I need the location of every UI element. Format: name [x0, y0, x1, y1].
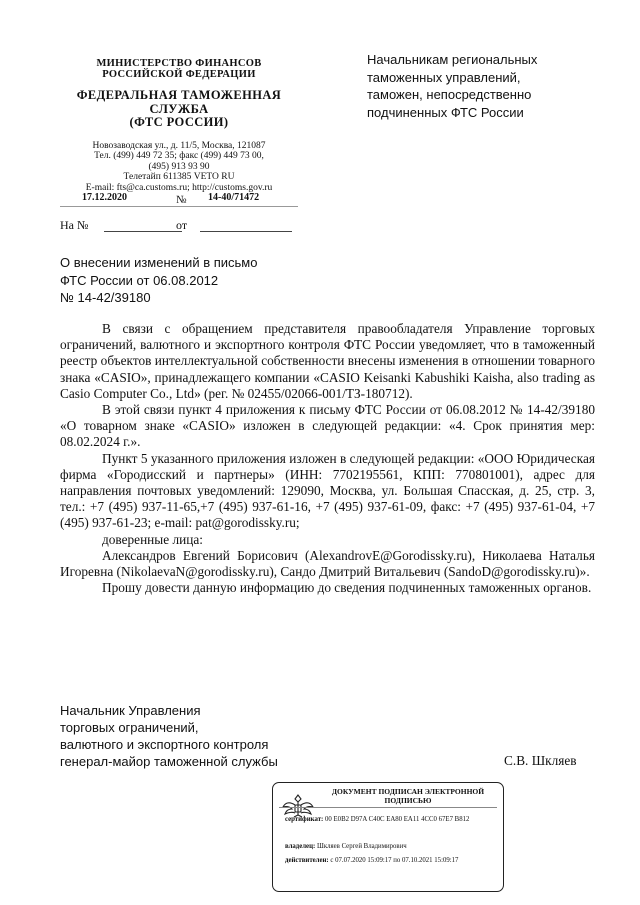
agency-name-line1: ФЕДЕРАЛЬНАЯ ТАМОЖЕННАЯ СЛУЖБА: [76, 88, 282, 116]
ref-date-blank: [200, 231, 292, 232]
signer-title: генерал-майор таможенной службы: [60, 754, 278, 769]
sender-contacts: [60, 141, 298, 194]
sender-header: [60, 58, 298, 193]
owner-label: владелец:: [285, 843, 316, 850]
valid-label: действителен:: [285, 857, 329, 864]
ref-number-blank: [104, 231, 182, 232]
paragraph-request: Прошу довести данную информацию до сведения подчиненных таможенных органов.: [102, 580, 592, 596]
stamp-certificate: [285, 816, 497, 825]
sender-address: Новозаводская ул., д. 11/5, Москва, 121087: [92, 140, 266, 151]
cert-label: сертификат:: [285, 816, 324, 823]
doc-date: 17.12.2020: [82, 192, 127, 203]
valid-value: с 07.07.2020 15:09:17 по 07.10.2021 15:09:17: [330, 857, 459, 864]
signer-title: торговых ограничений,: [60, 720, 199, 735]
ministry-name: МИНИСТЕРСТВО ФИНАНСОВ РОССИЙСКОЙ ФЕДЕРАЦИИ: [96, 58, 262, 80]
addressee-line: таможен, непосредственно: [367, 87, 532, 102]
sender-phone: Тел. (499) 449 72 35; факс (499) 449 73 00,: [94, 151, 264, 161]
sender-email: E-mail: fts@ca.customs.ru; http://customs.gov.ru: [85, 182, 273, 193]
paragraph-item4: В этой связи пункт 4 приложения к письму ФТС России от 06.08.2012 № 14-42/39180 «О товарном знаке «CASIO» изложен в следующей редакции: «4. Срок принятия мер: 08.02.2024 г.».: [60, 402, 595, 450]
stamp-owner: [285, 843, 497, 852]
stamp-title: ДОКУМЕНТ ПОДПИСАН ЭЛЕКТРОННОЙ ПОДПИСЬЮ: [331, 787, 485, 805]
ref-label: На №: [60, 218, 89, 232]
addressee-line: таможенных управлений,: [367, 69, 521, 85]
addressee-line: подчиненных ФТС России: [367, 104, 524, 120]
agency-name: [60, 89, 298, 130]
subject: [60, 254, 320, 307]
reference-line: [60, 218, 298, 236]
paragraph-trusted-persons: Александров Евгений Борисович (AlexandrovE@Gorodissky.ru), Николаева Наталья Игоревна (NikolaevaN@gorodissky.ru), Сандо Дмитрий Витальевич (SandoD@gorodissky.ru)».: [60, 547, 595, 580]
e-signature-stamp: [272, 782, 504, 892]
subject-line: О внесении изменений в письмо: [60, 255, 258, 270]
number-sign: №: [176, 194, 187, 206]
signer-block: [60, 702, 320, 770]
paragraph-trusted-label: доверенные лица:: [102, 531, 203, 547]
addressee-line: Начальникам региональных: [367, 52, 538, 67]
date-underline: [60, 206, 298, 207]
sender-teletype: Телетайп 611385 VETO RU: [123, 172, 235, 182]
owner-value: Шкляев Сергей Владимирович: [316, 843, 407, 850]
stamp-validity: [285, 857, 497, 866]
cert-value: 00 E0B2 D97A C40C EA80 EA11 4CC0 67E7 B812: [325, 816, 470, 823]
subject-line: ФТС России от 06.08.2012: [60, 272, 219, 288]
paragraph-notice: В связи с обращением представителя правообладателя Управление торговых ограничений, валютного и экспортного контроля ФТС России уведомляет, что в таможенный реестр объектов интеллектуальной собственности внесены изменения в отношении товарного знака «CASIO», принадлежащего компании «CASIO Keisanki Kabushiki Kaisha, also trading as Casio Computer Co., Ltd» (рег. № 02455/02066-001/ТЗ-180712).: [60, 321, 595, 401]
paragraph-item5: Пункт 5 указанного приложения изложен в следующей редакции: «ООО Юридическая фирма «Городисский и партнеры» (ИНН: 7702195561, КПП: 770801001), адрес для направления почтовых уведомлений: 129090, Москва, ул. Большая Спасская, д. 25, стр. 3, тел.: +7 (495) 937-11-65,+7 (495) 937-61-16, +7 (495) 937-61-09, факс: +7 (495) 937-61-04, +7 (495) 937-61-23; e-mail: pat@gorodissky.ru;: [60, 450, 595, 531]
subject-line: № 14-42/39180: [60, 290, 151, 305]
signer-title: Начальник Управления: [60, 703, 201, 718]
signer-name: С.В. Шкляев: [504, 753, 577, 768]
doc-date-number: [60, 192, 298, 208]
ref-from-label: от: [176, 218, 188, 232]
letter-body: [60, 321, 595, 596]
signer-title: валютного и экспортного контроля: [60, 737, 269, 752]
stamp-separator: [279, 807, 497, 808]
doc-number: 14-40/71472: [208, 192, 260, 203]
sender-phone2: (495) 913 93 90: [148, 161, 210, 172]
agency-name-line2: (ФТС РОССИИ): [129, 115, 229, 129]
addressee: [367, 51, 587, 121]
